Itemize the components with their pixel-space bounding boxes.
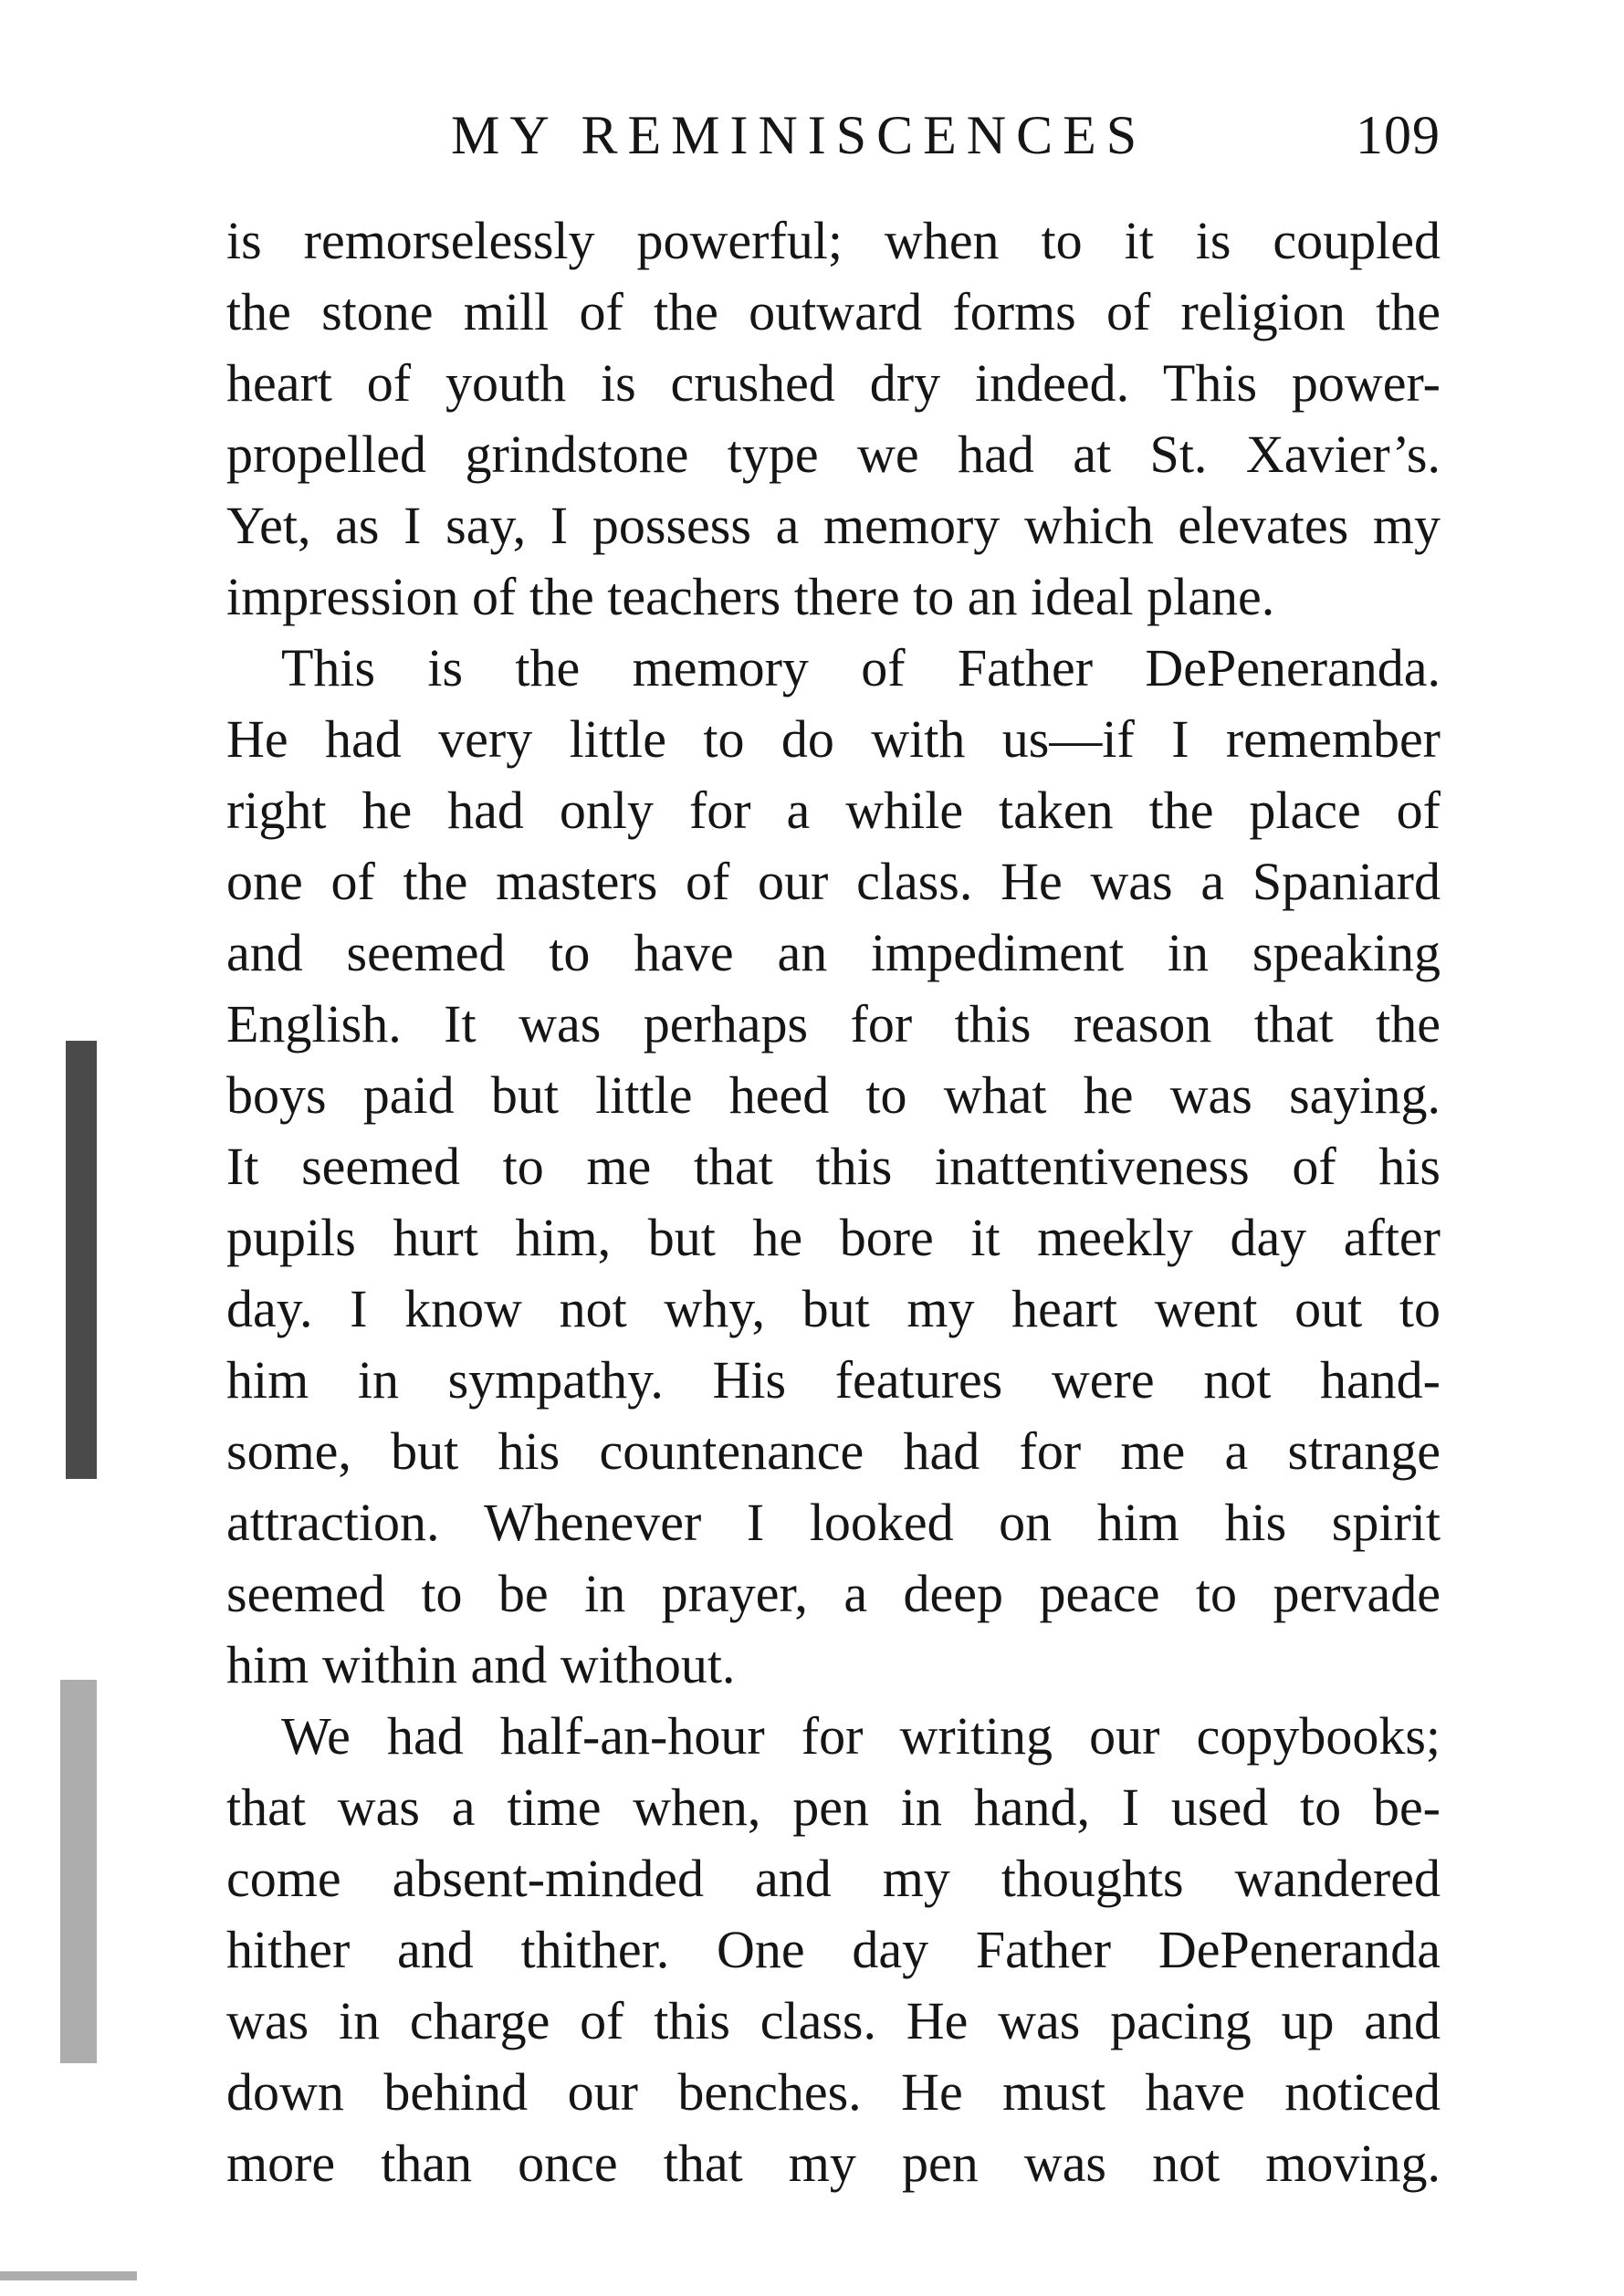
text-line: seemed to be in prayer, a deep peace to pervade (226, 1564, 1441, 1623)
text-line: It seemed to me that this inattentiveness of his (226, 1137, 1441, 1196)
text-line: pupils hurt him, but he bore it meekly day after (226, 1208, 1441, 1267)
text-line: English. It was perhaps for this reason that the (226, 994, 1441, 1054)
scan-artifact-bottom (0, 2271, 137, 2280)
text-line: This is the memory of Father DePeneranda. (281, 638, 1441, 697)
paragraph-1 (226, 205, 1441, 633)
text-line: him within and without. (226, 1635, 736, 1694)
text-line: him in sympathy. His features were not hand- (226, 1350, 1441, 1410)
text-line: was in charge of this class. He was pacing up and (226, 1991, 1441, 2050)
running-head (226, 99, 1441, 172)
paragraph-3 (226, 1701, 1441, 2199)
body-text (226, 205, 1441, 2199)
text-line: boys paid but little heed to what he was saying. (226, 1065, 1441, 1125)
text-line: He had very little to do with us—if I remember (226, 709, 1441, 769)
text-line: propelled grindstone type we had at St. Xavier’s. (226, 425, 1441, 484)
page-number: 109 (1356, 105, 1441, 165)
text-line: heart of youth is crushed dry indeed. This power- (226, 353, 1441, 413)
text-line: more than once that my pen was not moving. (226, 2133, 1441, 2193)
text-line: some, but his countenance had for me a strange (226, 1421, 1441, 1481)
text-line: down behind our benches. He must have noticed (226, 2062, 1441, 2122)
scan-artifact-lower (60, 1680, 97, 2063)
text-line: We had half-an-hour for writing our copybooks; (281, 1706, 1441, 1766)
text-line: Yet, as I say, I possess a memory which elevates my (226, 496, 1441, 555)
text-line: one of the masters of our class. He was a Spaniard (226, 852, 1441, 911)
paragraph-2 (226, 633, 1441, 1701)
scan-artifact-upper (66, 1041, 97, 1479)
text-line: the stone mill of the outward forms of religion the (226, 282, 1441, 341)
running-title: MY REMINISCENCES (451, 105, 1147, 165)
text-line: day. I know not why, but my heart went out to (226, 1279, 1441, 1338)
text-line: come absent-minded and my thoughts wandered (226, 1849, 1441, 1908)
text-line: that was a time when, pen in hand, I used to be- (226, 1777, 1441, 1837)
text-line: is remorselessly powerful; when to it is coupled (226, 211, 1441, 270)
text-line: attraction. Whenever I looked on him his spirit (226, 1493, 1441, 1552)
text-line: right he had only for a while taken the place of (226, 781, 1441, 840)
text-line: and seemed to have an impediment in speaking (226, 923, 1441, 982)
text-line: hither and thither. One day Father DePeneranda (226, 1920, 1441, 1979)
text-line: impression of the teachers there to an ideal plane. (226, 567, 1275, 626)
